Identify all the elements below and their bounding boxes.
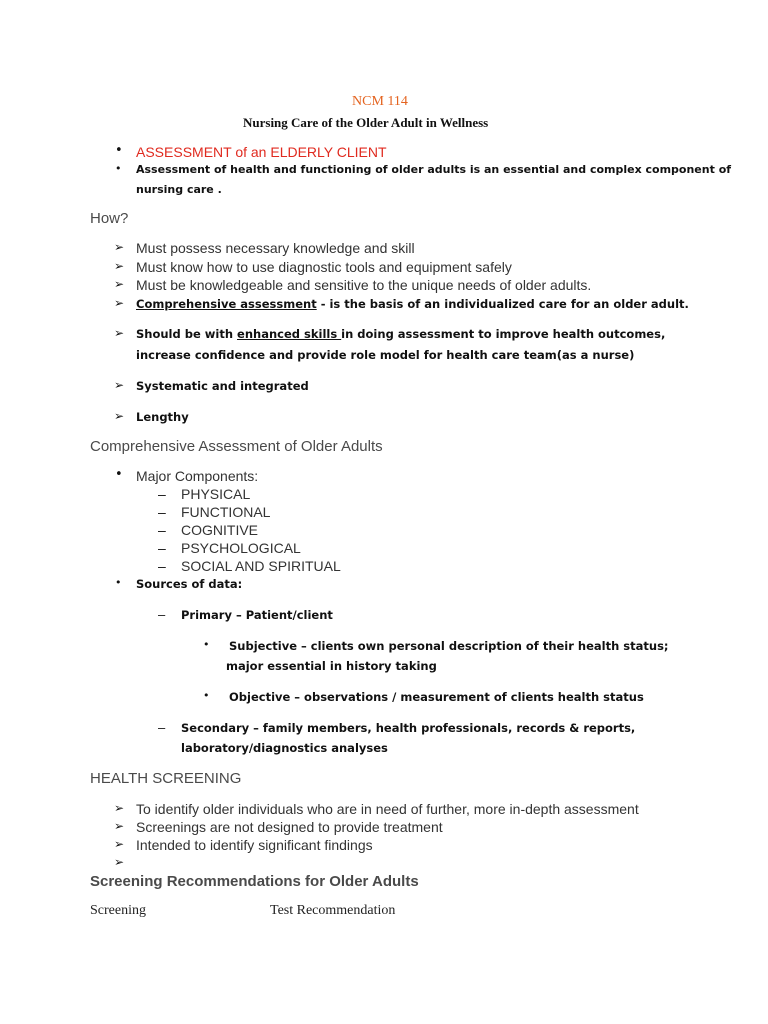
dash-bullet-icon: – [158,522,166,538]
dash-bullet-icon: – [158,504,166,520]
major-components-label: Major Components: [136,468,259,484]
dot-bullet-icon: • [115,467,123,482]
health-screening-heading: HEALTH SCREENING [90,770,242,787]
systematic-item: Systematic and integrated [136,379,309,393]
arrow-bullet-icon: ➢ [114,819,125,833]
arrow-bullet-icon: ➢ [114,837,125,851]
enhanced-skills-line2: increase confidence and provide role model for health care team(as a nurse) [136,348,635,362]
dash-bullet-icon: – [158,720,166,735]
how-heading: How? [90,210,129,227]
assessment-heading: ASSESSMENT of an ELDERLY CLIENT [136,144,387,160]
subjective-line2: major essential in history taking [226,659,437,673]
dash-bullet-icon: – [158,486,166,502]
dash-bullet-icon: – [158,607,166,622]
arrow-bullet-icon: ➢ [114,378,125,392]
how-item: Must possess necessary knowledge and skill [136,240,415,256]
enhanced-prefix: Should be with [136,327,238,341]
how-item: Must be knowledgeable and sensitive to the unique needs of older adults. [136,277,592,293]
enhanced-rest: in doing assessment to improve health outcomes, [341,327,666,341]
component-item: PSYCHOLOGICAL [181,540,301,556]
enhanced-skills-item [136,327,665,341]
document-title: Nursing Care of the Older Adult in Wellness [243,115,489,130]
component-item: COGNITIVE [181,522,259,538]
arrow-bullet-icon: ➢ [114,855,125,869]
dash-bullet-icon: – [158,540,166,556]
component-item: FUNCTIONAL [181,504,271,520]
arrow-bullet-icon: ➢ [114,277,125,291]
secondary-line1: Secondary – family members, health professionals, records & reports, [181,721,636,735]
dash-bullet-icon: – [158,558,166,574]
arrow-bullet-icon: ➢ [114,326,125,340]
comprehensive-assessment-term: Comprehensive assessment [136,297,317,311]
component-item: SOCIAL AND SPIRITUAL [181,558,341,574]
dot-bullet-icon: • [115,143,123,158]
column-screening: Screening [90,903,146,918]
enhanced-skills-term: enhanced skills [237,327,342,341]
primary-source: Primary – Patient/client [181,608,333,622]
arrow-bullet-icon: ➢ [114,409,125,423]
arrow-bullet-icon: ➢ [114,240,125,254]
comprehensive-assessment-item [136,297,689,311]
objective-item: Objective – observations / measurement of clients health status [229,690,644,704]
assessment-description-line2: nursing care . [136,183,222,196]
arrow-bullet-icon: ➢ [114,801,125,815]
dot-bullet-icon: • [115,162,122,175]
recommendations-heading: Screening Recommendations for Older Adults [90,873,419,890]
column-test-recommendation: Test Recommendation [270,903,396,918]
dot-bullet-icon: • [115,576,122,589]
secondary-line2: laboratory/diagnostics analyses [181,741,388,755]
subjective-line1: Subjective – clients own personal description of their health status; [229,639,669,653]
component-item: PHYSICAL [181,486,251,502]
arrow-bullet-icon: ➢ [114,259,125,273]
sources-of-data-label: Sources of data: [136,577,243,591]
dot-bullet-icon: • [203,689,210,702]
assessment-description-line1: Assessment of health and functioning of older adults is an essential and complex component of [136,163,732,176]
screening-item: Intended to identify significant findings [136,837,373,853]
arrow-bullet-icon: ➢ [114,296,125,310]
course-code: NCM 114 [352,94,408,109]
screening-item: Screenings are not designed to provide treatment [136,819,443,835]
dot-bullet-icon: • [203,638,210,651]
comprehensive-assessment-rest: - is the basis of an individualized care for an older adult. [316,297,689,311]
lengthy-item: Lengthy [136,410,189,424]
comprehensive-heading: Comprehensive Assessment of Older Adults [90,438,383,455]
screening-item: To identify older individuals who are in need of further, more in-depth assessment [136,801,639,817]
how-item: Must know how to use diagnostic tools and equipment safely [136,259,512,275]
